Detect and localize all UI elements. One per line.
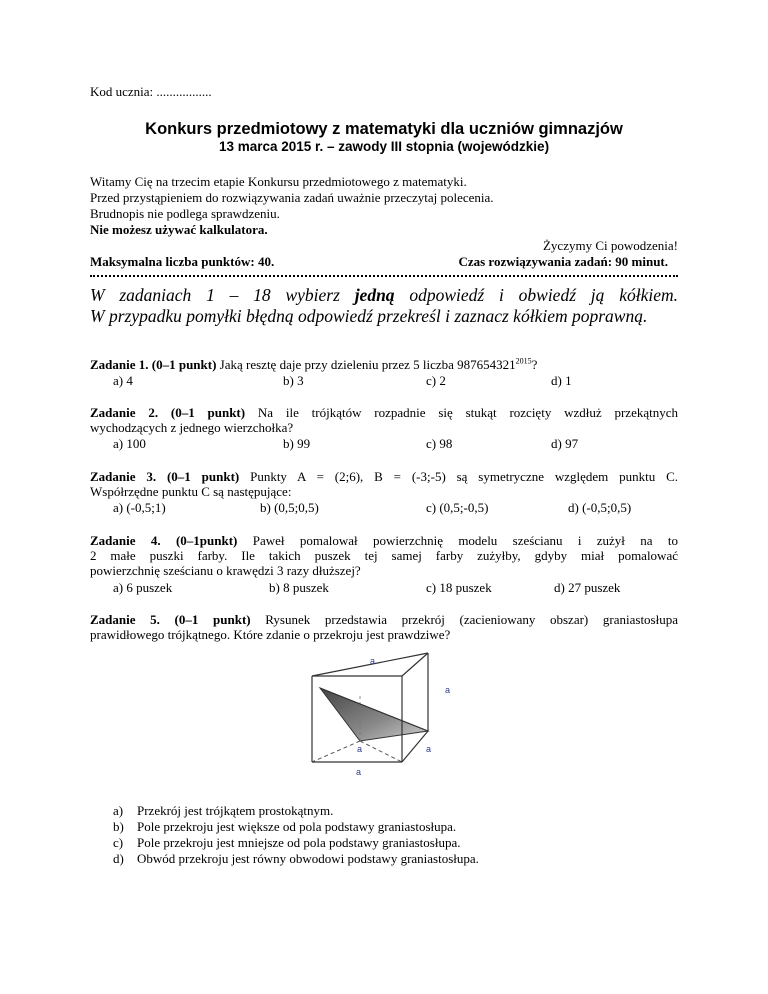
task-2-answer-b[interactable]: b) 99 [283,436,311,451]
cross-section [320,688,428,741]
prism-figure [300,648,470,778]
task-5-answer-c[interactable]: c) Pole przekroju jest mniejsze od pola podstawy graniastosłupa. [113,835,461,850]
hidden-edge [360,741,402,762]
task-3-answer-b[interactable]: b) (0,5;0,5) [260,500,319,515]
good-luck-text: Życzymy Ci powodzenia! [542,238,678,253]
task-5: Zadanie 5. (0–1 punkt) Rysunek przedstawia przekrój (zacieniowany obszar) graniastosłupa prawidłowego trójkątnego. Które zdanie o przekroju jest prawdziwe? [90,612,678,642]
edge-label-a: a [445,685,451,695]
edge-label-a: a [426,744,432,754]
edge-label-a: a [357,744,363,754]
time-limit: Czas rozwiązywania zadań: 90 minut. [458,254,668,269]
task-2-answer-c[interactable]: c) 98 [426,436,453,451]
divider [90,269,678,277]
edge-label-a: a [370,656,376,666]
task-3-answer-a[interactable]: a) (-0,5;1) [113,500,166,515]
task-5-answer-b[interactable]: b) Pole przekroju jest większe od pola podstawy graniastosłupa. [113,819,457,834]
student-code: Kod ucznia: ................. [90,84,212,99]
intro-line-3: Brudnopis nie podlega sprawdzeniu. [90,206,280,221]
task-2-answer-d[interactable]: d) 97 [551,436,579,451]
task-1-answer-c[interactable]: c) 2 [426,373,446,388]
task-1-answer-d[interactable]: d) 1 [551,373,572,388]
instruction: W zadaniach 1 – 18 wybierz jedną odpowiedź i obwiedź ją kółkiem. W przypadku pomyłki błędną odpowiedź przekreśl i zaznacz kółkiem poprawną. [90,285,678,326]
hidden-edge [312,741,363,762]
task-1-answer-a[interactable]: a) 4 [113,373,133,388]
intro-line-1: Witamy Cię na trzecim etapie Konkursu przedmiotowego z matematyki. [90,174,467,189]
task-2: Zadanie 2. (0–1 punkt) Na ile trójkątów rozpadnie się stukąt rozcięty wzdłuż przekątnych wychodzących z jednego wierzchołka? [90,405,678,435]
task-1: Zadanie 1. (0–1 punkt) Jaką resztę daje przy dzieleniu przez 5 liczba $987654321^{2015}$? [90,356,538,372]
task-4-answer-b[interactable]: b) 8 puszek [269,580,329,595]
task-5-answer-d[interactable]: d) Obwód przekroju jest równy obwodowi podstawy graniastosłupa. [113,851,479,866]
task-1-answer-b[interactable]: b) 3 [283,373,304,388]
prism-edge [402,653,428,676]
task-4-answer-c[interactable]: c) 18 puszek [426,580,492,595]
task-2-answer-a[interactable]: a) 100 [113,436,146,451]
task-4-answer-d[interactable]: d) 27 puszek [554,580,621,595]
task-3: Zadanie 3. (0–1 punkt) Punkty A = (2;6), B = (-3;-5) są symetryczne względem punktu C. Współrzędne punktu C są następujące: [90,469,679,499]
edge-label-a: a [356,767,362,777]
page-title: Konkurs przedmiotowy z matematyki dla uczniów gimnazjów [145,120,623,138]
page-subtitle: 13 marca 2015 r. – zawody III stopnia (wojewódzkie) [218,139,550,154]
intro-line-4: Nie możesz używać kalkulatora. [90,222,268,237]
task-5-answer-a[interactable]: a) Przekrój jest trójkątem prostokątnym. [113,803,334,818]
task-4: Zadanie 4. (0–1punkt) Paweł pomalował powierzchnię modelu sześcianu i zużył na to 2 małe puszki farby. Ile takich puszek tej samej farby zużyłby, gdyby miał pomalować powierzchnię sześcianu o krawędzi 3 razy dłuższej? [90,533,678,578]
task-3-answer-c[interactable]: c) (0,5;-0,5) [426,500,489,515]
task-3-answer-d[interactable]: d) (-0,5;0,5) [568,500,632,515]
max-points: Maksymalna liczba punktów: 40. [90,254,275,269]
task-4-answer-a[interactable]: a) 6 puszek [113,580,173,595]
intro-line-2: Przed przystąpieniem do rozwiązywania zadań uważnie przeczytaj polecenia. [90,190,494,205]
prism-edge [402,731,428,762]
